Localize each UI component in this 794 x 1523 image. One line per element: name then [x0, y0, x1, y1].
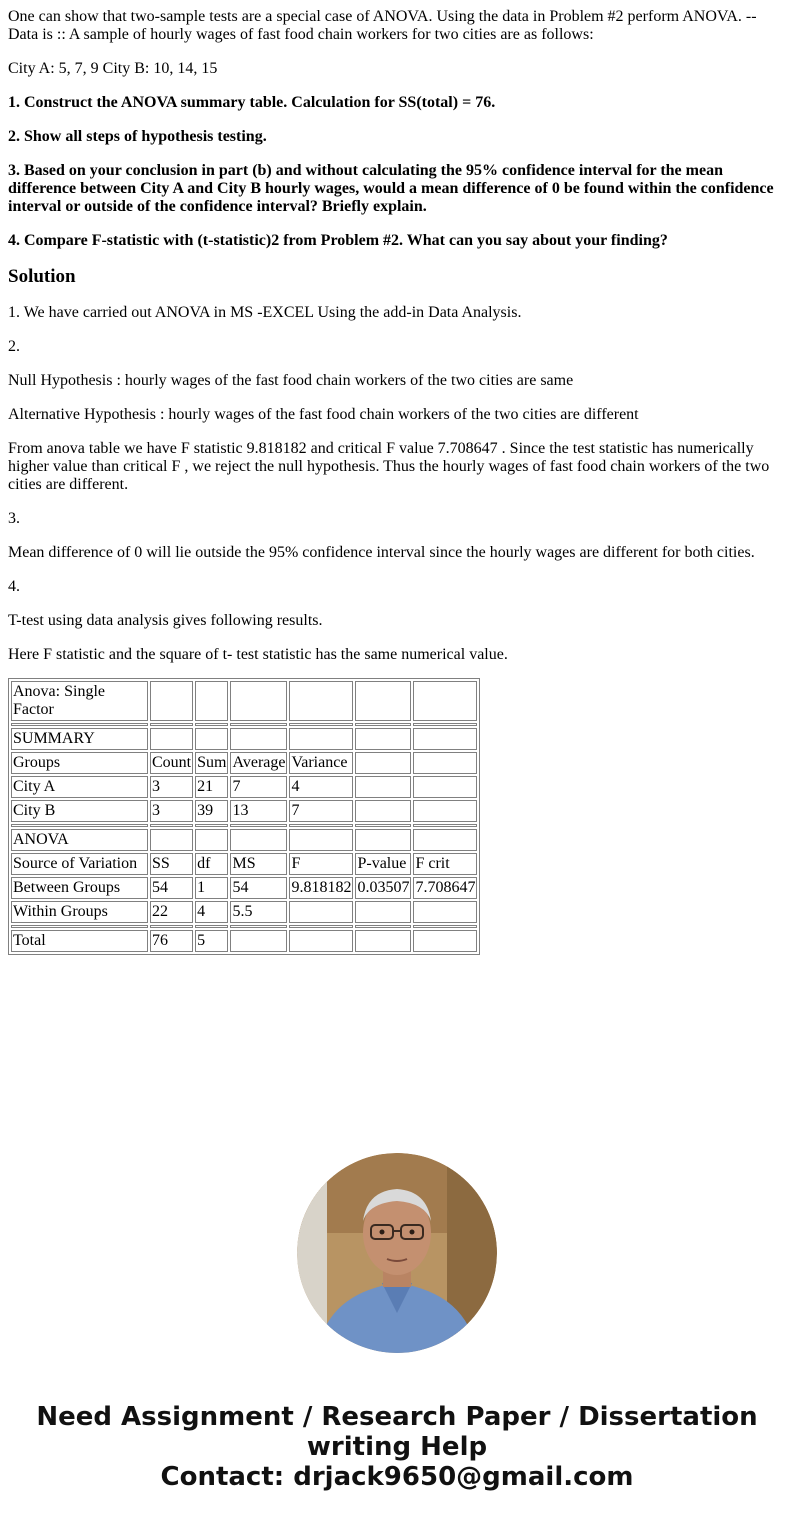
- table-cell: [150, 824, 193, 827]
- table-cell: [150, 829, 193, 851]
- table-header-cell: F: [289, 853, 353, 875]
- table-header-cell: F crit: [413, 853, 477, 875]
- table-cell: 54: [150, 877, 193, 899]
- author-photo: [297, 1153, 497, 1353]
- solution-paragraph: From anova table we have F statistic 9.818182 and critical F value 7.708647 . Since the test statistic has numerically higher value than critical F , we reject the null hypothesis. Thus the hourly wages of fast food chain workers of the two cities are different.: [8, 440, 770, 493]
- table-cell: 3: [150, 776, 193, 798]
- table-row: [11, 901, 477, 923]
- solution-paragraph: Here F statistic and the square of t- test statistic has the same numerical value.: [8, 646, 508, 663]
- question-data-line: City A: 5, 7, 9 City B: 10, 14, 15: [8, 60, 218, 77]
- table-cell: [413, 800, 477, 822]
- table-header-row: [11, 853, 477, 875]
- table-cell: City B: [11, 800, 148, 822]
- table-cell: 4: [195, 901, 228, 923]
- table-header-cell: Source of Variation: [11, 853, 148, 875]
- table-title-cell: Anova: Single Factor: [11, 681, 148, 721]
- table-cell: [150, 681, 193, 721]
- table-cell: 3: [150, 800, 193, 822]
- footer-contact: Contact: drjack9650@gmail.com: [160, 1462, 634, 1492]
- table-row: [11, 877, 477, 899]
- table-cell: 21: [195, 776, 228, 798]
- table-header-cell: Variance: [289, 752, 353, 774]
- table-cell: [150, 723, 193, 726]
- table-cell: [195, 728, 228, 750]
- question-item-2-text: 2. Show all steps of hypothesis testing.: [8, 128, 267, 145]
- table-cell: [195, 681, 228, 721]
- footer-banner: [0, 1402, 794, 1492]
- question-item-4: [8, 232, 786, 250]
- table-header-row: [11, 752, 477, 774]
- table-header-cell: Groups: [11, 752, 148, 774]
- table-separator-row: [11, 925, 477, 928]
- table-cell: 9.818182: [289, 877, 353, 899]
- table-cell: [355, 930, 411, 952]
- table-cell: [195, 829, 228, 851]
- anova-table: [8, 678, 480, 955]
- table-cell: [355, 800, 411, 822]
- table-cell: [230, 829, 287, 851]
- table-header-cell: Average: [230, 752, 287, 774]
- table-cell: 7: [289, 800, 353, 822]
- table-cell: [230, 925, 287, 928]
- table-cell: 4: [289, 776, 353, 798]
- table-cell: [230, 824, 287, 827]
- summary-label-cell: SUMMARY: [11, 728, 148, 750]
- solution-paragraph: 1. We have carried out ANOVA in MS -EXCEL Using the add-in Data Analysis.: [8, 304, 522, 321]
- table-cell: 5.5: [230, 901, 287, 923]
- table-cell: [355, 723, 411, 726]
- table-cell: 0.03507: [355, 877, 411, 899]
- table-cell: 54: [230, 877, 287, 899]
- author-avatar: [297, 1153, 497, 1353]
- table-separator-row: [11, 824, 477, 827]
- table-row: [11, 681, 477, 721]
- table-cell: [413, 925, 477, 928]
- table-cell: [413, 681, 477, 721]
- table-header-cell: df: [195, 853, 228, 875]
- table-cell: 5: [195, 930, 228, 952]
- table-header-cell: MS: [230, 853, 287, 875]
- table-separator-row: [11, 723, 477, 726]
- table-cell: Within Groups: [11, 901, 148, 923]
- table-cell: [11, 723, 148, 726]
- table-cell: [355, 728, 411, 750]
- table-cell: [355, 925, 411, 928]
- table-row: [11, 776, 477, 798]
- table-cell: [195, 723, 228, 726]
- table-cell: [289, 824, 353, 827]
- table-cell: 39: [195, 800, 228, 822]
- table-cell: [355, 776, 411, 798]
- null-hypothesis: Null Hypothesis : hourly wages of the fast food chain workers of the two cities are same: [8, 372, 574, 389]
- anova-label-cell: ANOVA: [11, 829, 148, 851]
- solution-paragraph: Mean difference of 0 will lie outside the 95% confidence interval since the hourly wages are different for both cities.: [8, 544, 755, 561]
- question-item-3: [8, 162, 786, 216]
- question-intro: One can show that two-sample tests are a special case of ANOVA. Using the data in Problem #2 perform ANOVA. -- Data is :: A sample of hourly wages of fast food chain workers for two cities are as follows:: [8, 8, 757, 43]
- solution-paragraph: T-test using data analysis gives following results.: [8, 612, 323, 629]
- table-header-cell: Sum: [195, 752, 228, 774]
- table-header-cell: Count: [150, 752, 193, 774]
- solution-paragraph: 3.: [8, 510, 20, 527]
- solution-paragraph: 4.: [8, 578, 20, 595]
- table-cell: [289, 681, 353, 721]
- table-cell: 7: [230, 776, 287, 798]
- question-item-3-text: 3. Based on your conclusion in part (b) and without calculating the 95% confidence interval for the mean difference between City A and City B hourly wages, would a mean difference of 0 be found within the confidence interval or outside of the confidence interval? Briefly explain.: [8, 162, 774, 215]
- table-cell: 7.708647: [413, 877, 477, 899]
- footer-line: Need Assignment / Research Paper / Dissertation: [36, 1402, 758, 1432]
- table-row: [11, 800, 477, 822]
- table-total-row: [11, 930, 477, 952]
- table-header-cell: P-value: [355, 853, 411, 875]
- table-cell: [413, 829, 477, 851]
- table-cell: [230, 723, 287, 726]
- table-cell: [413, 776, 477, 798]
- table-cell: [355, 901, 411, 923]
- table-header-cell: SS: [150, 853, 193, 875]
- table-cell: [413, 901, 477, 923]
- table-cell: [413, 728, 477, 750]
- table-cell: [150, 925, 193, 928]
- table-cell: 13: [230, 800, 287, 822]
- question-item-4-text: 4. Compare F-statistic with (t-statistic)2 from Problem #2. What can you say about your finding?: [8, 232, 668, 249]
- question-item-2: [8, 128, 786, 146]
- question-item-1: [8, 94, 786, 112]
- table-cell: 1: [195, 877, 228, 899]
- question-item-1-text: 1. Construct the ANOVA summary table. Calculation for SS(total) = 76.: [8, 94, 496, 111]
- table-cell: [355, 829, 411, 851]
- table-row: [11, 829, 477, 851]
- table-cell: [195, 824, 228, 827]
- table-cell: [289, 723, 353, 726]
- table-cell: Between Groups: [11, 877, 148, 899]
- table-cell: [195, 925, 228, 928]
- table-cell: 22: [150, 901, 193, 923]
- table-cell: [413, 824, 477, 827]
- table-cell: [289, 901, 353, 923]
- table-cell: [289, 728, 353, 750]
- table-cell: [11, 824, 148, 827]
- table-row: [11, 728, 477, 750]
- table-cell: [289, 930, 353, 952]
- table-cell: [289, 925, 353, 928]
- alternative-hypothesis: Alternative Hypothesis : hourly wages of the fast food chain workers of the two cities are different: [8, 406, 639, 423]
- solution-heading: Solution: [8, 266, 76, 287]
- table-cell: [355, 752, 411, 774]
- table-cell: Total: [11, 930, 148, 952]
- table-cell: [413, 930, 477, 952]
- footer-line: writing Help: [306, 1432, 488, 1462]
- table-cell: [230, 681, 287, 721]
- table-cell: [11, 925, 148, 928]
- table-cell: [355, 681, 411, 721]
- table-cell: [355, 824, 411, 827]
- table-cell: [150, 728, 193, 750]
- table-cell: [230, 930, 287, 952]
- table-cell: [413, 752, 477, 774]
- table-cell: [289, 829, 353, 851]
- solution-paragraph: 2.: [8, 338, 20, 355]
- table-cell: 76: [150, 930, 193, 952]
- table-cell: City A: [11, 776, 148, 798]
- table-cell: [413, 723, 477, 726]
- table-cell: [230, 728, 287, 750]
